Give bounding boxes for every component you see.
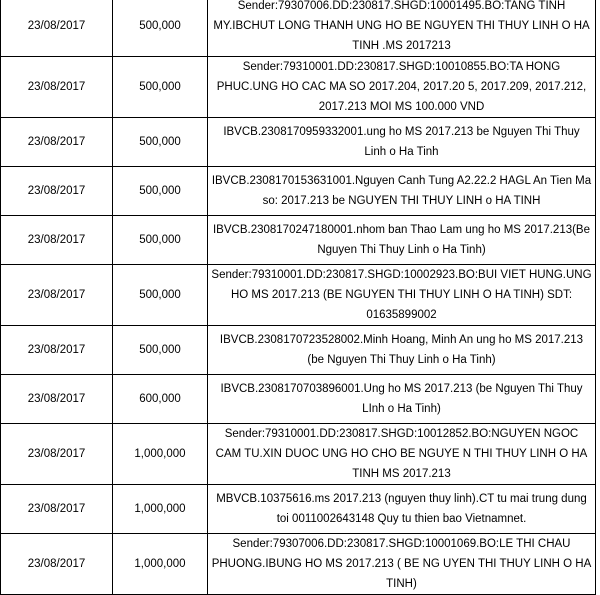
description-cell: Sender:79307006.DD:230817.SHGD:10001069.BO:LE THI CHAU PHUONG.IBUNG HO MS 2017.213 ( BE NG UYEN THI THUY LINH O HA TINH) (208, 534, 596, 595)
table-row (1, 167, 596, 216)
table-row (1, 485, 596, 534)
amount-cell: 500,000 (113, 0, 208, 57)
table-row (1, 118, 596, 167)
date-cell: 23/08/2017 (1, 118, 113, 167)
amount-cell: 1,000,000 (113, 534, 208, 595)
date-cell: 23/08/2017 (1, 167, 113, 216)
description-cell: MBVCB.10375616.ms 2017.213 (nguyen thuy linh).CT tu mai trung dung toi 0011002643148 Quy tu thien bao Vietnamnet. (208, 485, 596, 534)
date-cell: 23/08/2017 (1, 57, 113, 118)
donation-table-body (1, 0, 596, 595)
amount-cell: 500,000 (113, 216, 208, 265)
amount-cell: 500,000 (113, 326, 208, 375)
description-cell: IBVCB.2308170153631001.Nguyen Canh Tung A2.22.2 HAGL An Tien Ma so: 2017.213 be NGUYEN THI THUY LINH o HA TINH (208, 167, 596, 216)
description-cell: IBVCB.2308170247180001.nhom ban Thao Lam ung ho MS 2017.213(Be Nguyen Thi Thuy Linh o Ha Tinh) (208, 216, 596, 265)
description-cell: IBVCB.2308170723528002.Minh Hoang, Minh An ung ho MS 2017.213 (be Nguyen Thi Thuy Linh o Ha Tinh) (208, 326, 596, 375)
date-cell: 23/08/2017 (1, 534, 113, 595)
table-row (1, 534, 596, 595)
description-cell: Sender:79310001.DD:230817.SHGD:10002923.BO:BUI VIET HUNG.UNG HO MS 2017.213 (BE NGUYEN THI THUY LINH O HA TINH) SDT: 01635899002 (208, 265, 596, 326)
date-cell: 23/08/2017 (1, 265, 113, 326)
table-row (1, 375, 596, 424)
description-cell: Sender:79310001.DD:230817.SHGD:10012852.BO:NGUYEN NGOC CAM TU.XIN DUOC UNG HO CHO BE NGUYE N THI THUY LINH O HA TINH MS 2017.213 (208, 424, 596, 485)
date-cell: 23/08/2017 (1, 0, 113, 57)
description-cell: IBVCB.2308170959332001.ung ho MS 2017.213 be Nguyen Thi Thuy Linh o Ha Tinh (208, 118, 596, 167)
date-cell: 23/08/2017 (1, 326, 113, 375)
date-cell: 23/08/2017 (1, 375, 113, 424)
amount-cell: 500,000 (113, 167, 208, 216)
table-row (1, 265, 596, 326)
table-row (1, 424, 596, 485)
amount-cell: 600,000 (113, 375, 208, 424)
amount-cell: 500,000 (113, 57, 208, 118)
table-row (1, 326, 596, 375)
amount-cell: 500,000 (113, 118, 208, 167)
table-row (1, 216, 596, 265)
date-cell: 23/08/2017 (1, 485, 113, 534)
amount-cell: 500,000 (113, 265, 208, 326)
date-cell: 23/08/2017 (1, 424, 113, 485)
amount-cell: 1,000,000 (113, 485, 208, 534)
description-cell: Sender:79310001.DD:230817.SHGD:10010855.BO:TA HONG PHUC.UNG HO CAC MA SO 2017.204, 2017.20 5, 2017.209, 2017.212, 2017.213 MOI MS 100.000 VND (208, 57, 596, 118)
description-cell: IBVCB.2308170703896001.Ung ho MS 2017.213 (be Nguyen Thi Thuy LInh o Ha Tinh) (208, 375, 596, 424)
date-cell: 23/08/2017 (1, 216, 113, 265)
description-cell: Sender:79307006.DD:230817.SHGD:10001495.BO:TANG TINH MY.IBCHUT LONG THANH UNG HO BE NGUYEN THI THUY LINH O HA TINH .MS 2017213 (208, 0, 596, 57)
amount-cell: 1,000,000 (113, 424, 208, 485)
table-row (1, 0, 596, 57)
table-row (1, 57, 596, 118)
